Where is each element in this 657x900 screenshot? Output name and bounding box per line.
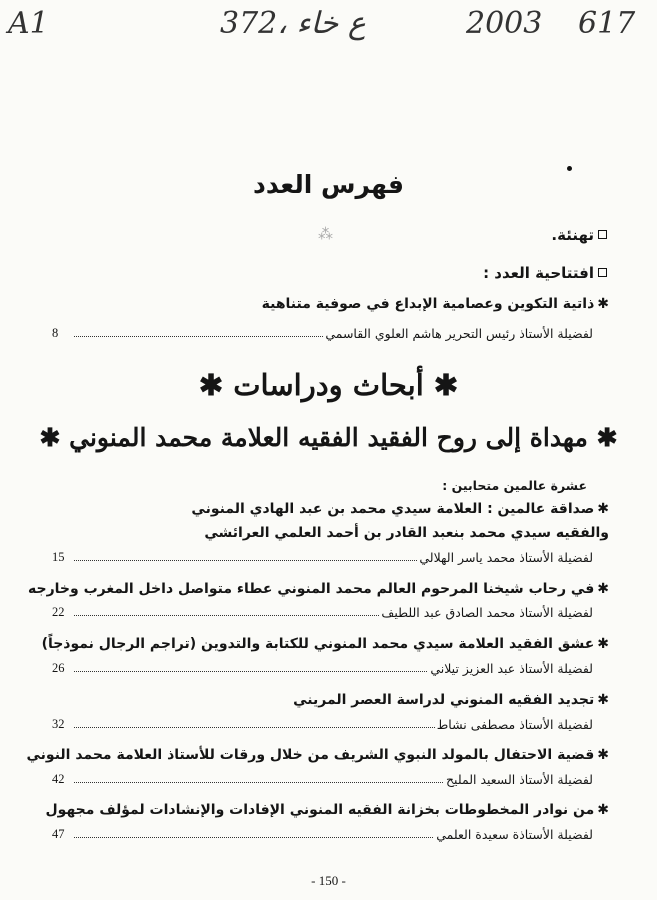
checkbox-icon <box>598 230 607 239</box>
author-name: لفضيلة الأستاذ مصطفى نشاط <box>436 717 593 732</box>
header-annotation-right: 617 <box>578 6 636 41</box>
footer-page-number: - 150 - <box>311 873 346 888</box>
opening-entry-author-row <box>52 326 593 342</box>
page-number: 26 <box>52 661 65 675</box>
section-opening[interactable] <box>483 264 607 282</box>
toc-entry-author-row <box>52 772 593 788</box>
toc-entry-title[interactable]: ✱تجديد الفقيه المنوني لدراسة العصر المريني <box>293 692 609 708</box>
toc-title: فهرس العدد <box>253 170 404 199</box>
author-name: لفضيلة الأستاذ السعيد المليح <box>445 772 593 787</box>
asterisk-icon: ✱ <box>597 747 609 763</box>
page-number: 42 <box>52 772 65 786</box>
toc-entry-title-continued: والفقيه سيدي محمد بنعبد القادر بن أحمد العلمي العرائشي <box>204 525 609 541</box>
author-name: لفضيلة الأستاذ محمد ياسر الهلالي <box>419 550 593 565</box>
page-number: 47 <box>52 827 65 841</box>
toc-entry-title[interactable]: ✱من نوادر المخطوطات بخزانة الفقيه المنوني الإفادات والإنشادات لمؤلف مجهول <box>45 802 609 818</box>
checkbox-icon <box>598 268 607 277</box>
author-name: لفضيلة الأستاذ محمد الصادق عبد اللطيف <box>381 605 593 620</box>
toc-entry-title[interactable]: ✱صداقة عالمين : العلامة سيدي محمد بن عبد الهادي المنوني <box>191 501 609 517</box>
author-name: لفضيلة الأستاذ رئيس التحرير هاشم العلوي القاسمي <box>325 326 593 341</box>
author-name: لفضيلة الأستاذ عبد العزيز تيلاني <box>430 661 593 676</box>
page-number: 15 <box>52 550 65 564</box>
asterisk-icon: ✱ <box>597 636 609 652</box>
toc-entry-author-row <box>52 550 593 566</box>
asterisk-icon: ✱ <box>597 802 609 818</box>
header-annotation-year: 2003 <box>466 6 543 41</box>
section-opening-label: افتتاحية العدد : <box>483 264 594 282</box>
asterisk-icon: ✱ <box>597 581 609 597</box>
toc-entry-author-row <box>52 827 593 843</box>
stamp-mark-icon: ⁂ <box>318 225 333 243</box>
toc-entry-author-row <box>52 661 593 677</box>
toc-entry-title[interactable]: ✱عشق الفقيد العلامة سيدي محمد المنوني للكتابة والتدوين (تراجم الرجال نموذجاً) <box>41 636 609 652</box>
asterisk-icon: ✱ <box>597 692 609 708</box>
asterisk-icon: ✱ <box>433 368 459 402</box>
section-congratulations-label: تهنئة. <box>551 226 594 244</box>
page-number: 32 <box>52 717 65 731</box>
opening-entry-title[interactable]: ✱ذاتية التكوين وعصامية الإبداع في صوفية متناهية <box>261 296 609 312</box>
asterisk-icon: ✱ <box>39 423 61 452</box>
page-number: 8 <box>52 326 59 340</box>
section-congratulations[interactable] <box>551 226 607 244</box>
asterisk-icon: ✱ <box>597 296 609 312</box>
research-title: ✱ أبحاث ودراسات ✱ <box>198 368 459 402</box>
asterisk-icon: ✱ <box>198 368 224 402</box>
author-name: لفضيلة الأستاذة سعيدة العلمي <box>436 827 593 842</box>
toc-entry-author-row <box>52 605 593 621</box>
subheading: عشرة عالمين متحابين : <box>442 478 587 493</box>
asterisk-icon: ✱ <box>597 501 609 517</box>
dedication-title: ✱ مهداة إلى روح الفقيد الفقيه العلامة محمد المنوني ✱ <box>39 423 618 452</box>
toc-entry-author-row <box>52 717 593 733</box>
header-annotation-left: A1 <box>8 6 49 41</box>
header-annotation-middle: 372، ع خاء <box>220 6 366 41</box>
page-number: 22 <box>52 605 65 619</box>
toc-entry-title[interactable]: ✱في رحاب شيخنا المرحوم العالم محمد المنوني عطاء متواصل داخل المغرب وخارجه <box>28 581 609 597</box>
toc-entry-title[interactable]: ✱قضية الاحتفال بالمولد النبوي الشريف من خلال ورقات للأستاذ العلامة محمد النوني <box>26 747 609 763</box>
asterisk-icon: ✱ <box>596 423 618 452</box>
